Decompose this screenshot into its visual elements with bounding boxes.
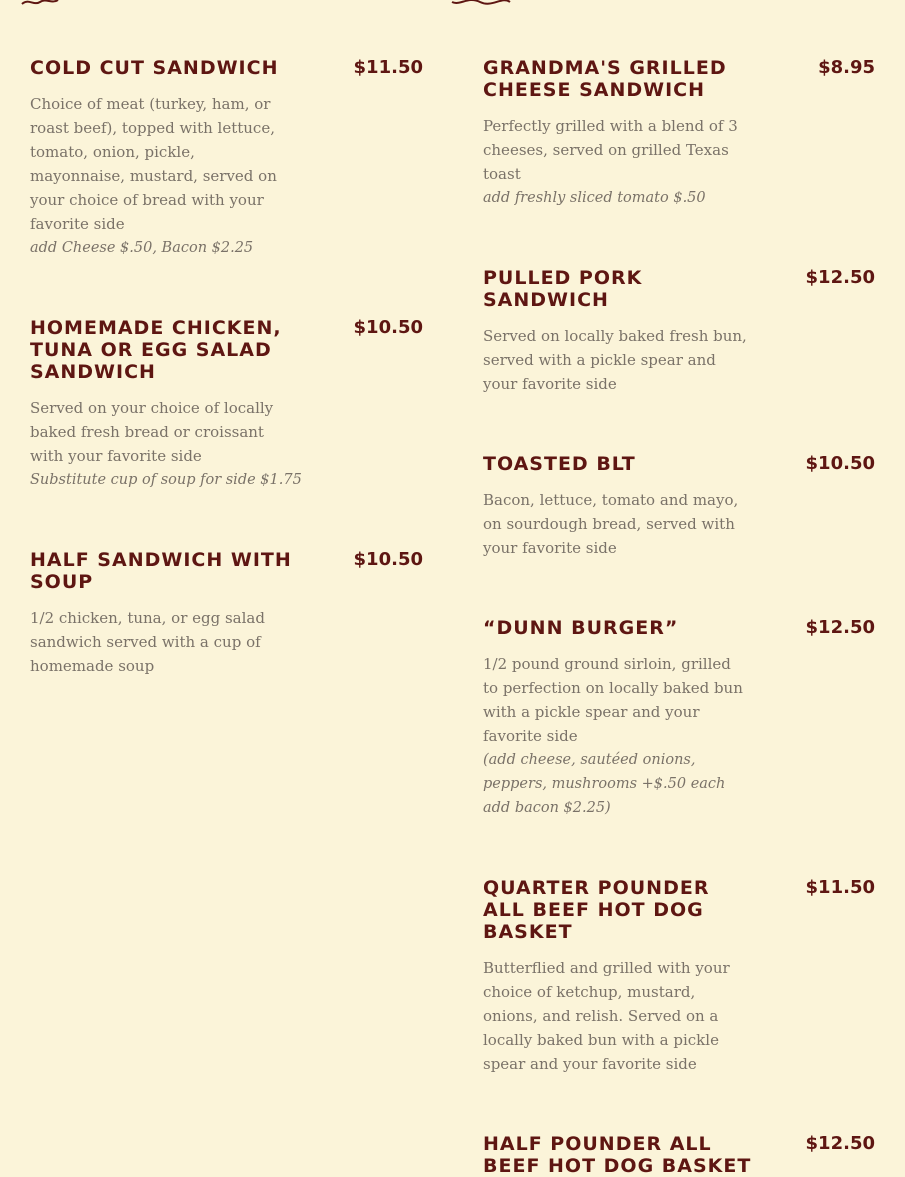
item-description: Butterflied and grilled with your choice of ketchup, mustard, onions, and relish. Served on a locally baked bun with a pickle spear and your favorite side (483, 959, 730, 1073)
item-price: $10.50 (353, 317, 423, 338)
item-name: HALF POUNDER ALL BEEF HOT DOG BASKET (483, 1133, 752, 1177)
item-name: GRANDMA'S GRILLED CHEESE SANDWICH (483, 57, 727, 101)
menu-item-half-sandwich (30, 549, 423, 678)
item-name: PULLED PORK SANDWICH (483, 267, 643, 311)
item-name: HOMEMADE CHICKEN, TUNA OR EGG SALAD SANDWICH (30, 317, 282, 383)
item-name: TOASTED BLT (483, 453, 636, 475)
item-description: Served on your choice of locally baked fresh bread or croissant with your favorite side (30, 399, 274, 465)
item-note: add Cheese $.50, Bacon $2.25 (30, 240, 254, 256)
item-description: Bacon, lettuce, tomato and mayo, on sourdough bread, served with your favorite side (483, 491, 739, 557)
item-price: $11.50 (805, 877, 875, 898)
item-name: QUARTER POUNDER ALL BEEF HOT DOG BASKET (483, 877, 710, 943)
menu-item-pulled-pork (483, 267, 875, 396)
item-note: (add cheese, sautéed onions, peppers, mushrooms +$.50 each add bacon $2.25) (483, 752, 726, 816)
item-price: $11.50 (353, 57, 423, 78)
item-note: add freshly sliced tomato $.50 (483, 190, 706, 206)
menu-item-salad-sandwich (30, 317, 423, 492)
item-name: HALF SANDWICH WITH SOUP (30, 549, 292, 593)
item-description: Perfectly grilled with a blend of 3 cheeses, served on grilled Texas toast (483, 117, 738, 183)
item-description: Served on locally baked fresh bun, served with a pickle spear and your favorite side (483, 327, 747, 393)
item-description: Choice of meat (turkey, ham, or roast beef), topped with lettuce, tomato, onion, pickle, mayonnaise, mustard, served on your choice of bread with your favorite side (30, 95, 277, 233)
item-note: Substitute cup of soup for side $1.75 (30, 472, 302, 488)
item-price: $12.50 (805, 1133, 875, 1154)
menu-item-half-pounder (483, 1133, 875, 1177)
menu-item-cold-cut (30, 57, 423, 260)
item-price: $8.95 (818, 57, 875, 78)
item-description: 1/2 pound ground sirloin, grilled to perfection on locally baked bun with a pickle spear and your favorite side (483, 655, 743, 745)
item-price: $10.50 (353, 549, 423, 570)
menu-item-toasted-blt (483, 453, 875, 560)
item-name: “DUNN BURGER” (483, 617, 679, 639)
item-price: $12.50 (805, 267, 875, 288)
ornament-center-icon (450, 0, 512, 6)
menu-item-grilled-cheese (483, 57, 875, 210)
ornament-left-icon (20, 0, 60, 6)
menu-item-quarter-pounder (483, 877, 875, 1076)
item-price: $12.50 (805, 617, 875, 638)
item-price: $10.50 (805, 453, 875, 474)
item-description: 1/2 chicken, tuna, or egg salad sandwich served with a cup of homemade soup (30, 609, 265, 675)
menu-item-dunn-burger (483, 617, 875, 820)
item-name: COLD CUT SANDWICH (30, 57, 279, 79)
